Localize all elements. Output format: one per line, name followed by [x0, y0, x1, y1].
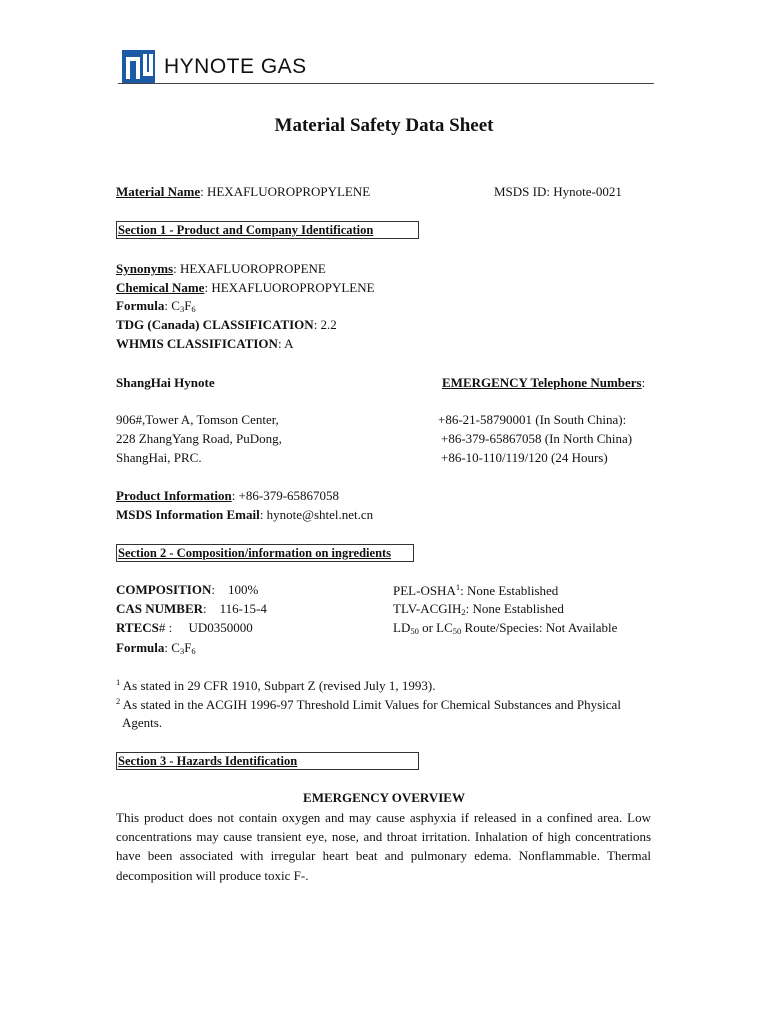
chemical-name-row: [116, 280, 375, 296]
formula2-sub-f: 6: [191, 646, 196, 656]
pel-osha-sup: 1: [455, 582, 461, 592]
footnote-2: [116, 696, 621, 713]
composition-label: COMPOSITION: [116, 582, 212, 597]
pel-osha-value: : None Established: [460, 583, 559, 598]
product-info-row: [116, 488, 339, 504]
phone-south-china: +86-21-58790001 (In South China):: [438, 412, 627, 427]
emergency-colon: :: [641, 375, 646, 390]
material-name-value: : HEXAFLUOROPROPYLENE: [200, 184, 371, 199]
lc-sub: 50: [452, 626, 462, 636]
whmis-value: : A: [277, 336, 294, 351]
tdg-value: : 2.2: [313, 317, 337, 332]
formula-f: F: [184, 298, 192, 313]
msds-email-value: : hynote@shtel.net.cn: [259, 507, 374, 522]
whmis-row: [116, 336, 293, 352]
rtecs-label: RTECS: [116, 620, 159, 635]
section1-heading: Section 1 - Product and Company Identification: [118, 223, 374, 237]
footnote-2-continued: Agents.: [122, 715, 163, 730]
phone-24-hours: +86-10-110/119/120 (24 Hours): [441, 450, 608, 465]
cas-row: [116, 601, 267, 617]
footnote-1: [116, 677, 436, 694]
section3-heading-box: [116, 752, 419, 770]
synonyms-label: Synonyms: [116, 261, 174, 276]
pel-osha-row: [393, 582, 558, 599]
footnote-1-marker: 1: [116, 677, 121, 687]
section1-heading-box: [116, 221, 419, 239]
formula2-value: : C: [164, 640, 180, 655]
company-logo-text: HYNOTE GAS: [164, 55, 307, 78]
address-line-3: ShangHai, PRC.: [116, 450, 202, 465]
tdg-label: TDG (Canada) CLASSIFICATION: [116, 317, 314, 332]
header-divider: [118, 83, 654, 84]
formula-sub-c: 3: [179, 304, 185, 314]
rtecs-value: # : UD0350000: [158, 620, 253, 635]
ld-label: LD: [393, 620, 411, 635]
rtecs-row: [116, 620, 253, 636]
msds-id: MSDS ID: Hynote-0021: [494, 184, 622, 199]
hynote-logo-icon: [122, 50, 155, 83]
product-info-value: : +86-379-65867058: [231, 488, 340, 503]
ld-lc-value: Route/Species: Not Available: [461, 620, 618, 635]
formula2-f: F: [184, 640, 192, 655]
chemical-name-label: Chemical Name: [116, 280, 205, 295]
footnote-2-text: As stated in the ACGIH 1996-97 Threshold Limit Values for Chemical Substances and Physical: [120, 697, 621, 712]
address-line-2: 228 ZhangYang Road, PuDong,: [116, 431, 282, 446]
whmis-label: WHMIS CLASSIFICATION: [116, 336, 278, 351]
footnote-1-text: As stated in 29 CFR 1910, Subpart Z (revised July 1, 1993).: [120, 678, 436, 693]
address-line-1: 906#,Tower A, Tomson Center,: [116, 412, 279, 427]
cas-label: CAS NUMBER: [116, 601, 204, 616]
product-info-label: Product Information: [116, 488, 232, 503]
composition-value: : 100%: [211, 582, 259, 597]
composition-row: [116, 582, 258, 598]
synonyms-value: : HEXAFLUOROPROPENE: [173, 261, 326, 276]
footnote-2-marker: 2: [116, 696, 121, 706]
emergency-overview-title: EMERGENCY OVERVIEW: [303, 790, 465, 805]
formula2-label: Formula: [116, 640, 165, 655]
formula-label: Formula: [116, 298, 165, 313]
synonyms-row: [116, 261, 326, 277]
cas-value: : 116-15-4: [203, 601, 267, 616]
formula2-sub-c: 3: [179, 646, 185, 656]
emergency-heading: EMERGENCY Telephone Numbers: [442, 375, 642, 390]
section2-heading-box: [116, 544, 414, 562]
section2-heading: Section 2 - Composition/information on ingredients: [118, 546, 392, 560]
msds-email-row: [116, 507, 373, 523]
material-name-row: [116, 184, 370, 200]
tlv-acgih-label: TLV-ACGIH: [393, 601, 462, 616]
tlv-acgih-value: : None Established: [465, 601, 564, 616]
formula-row: [116, 298, 196, 314]
lc-label: or LC: [418, 620, 453, 635]
formula-value: : C: [164, 298, 180, 313]
company-name: ShangHai Hynote: [116, 375, 215, 390]
phone-north-china: +86-379-65867058 (In North China): [441, 431, 633, 446]
section3-heading: Section 3 - Hazards Identification: [118, 754, 298, 768]
pel-osha-label: PEL-OSHA: [393, 583, 456, 598]
ld-sub: 50: [410, 626, 419, 636]
emergency-overview-text: This product does not contain oxygen and may cause asphyxia if released in a confined area. Low concentrations may cause transient eye, nose, and throat irritation. Inhalation of high concentrations have been associated with irregular heart beat and pulmonary edema. Nonflammable. Thermal decomposition will produce toxic F-.: [116, 810, 651, 883]
chemical-name-value: : HEXAFLUOROPROPYLENE: [204, 280, 375, 295]
material-name-label: Material Name: [116, 184, 201, 199]
tlv-acgih-row: [393, 601, 564, 617]
tlv-acgih-sub: 2: [461, 607, 466, 617]
formula-sub-f: 6: [191, 304, 196, 314]
msds-email-label: MSDS Information Email: [116, 507, 260, 522]
ld-lc-row: [393, 620, 617, 636]
formula2-row: [116, 640, 196, 656]
tdg-row: [116, 317, 337, 333]
document-title: Material Safety Data Sheet: [274, 115, 494, 136]
emergency-heading-row: [442, 375, 645, 391]
